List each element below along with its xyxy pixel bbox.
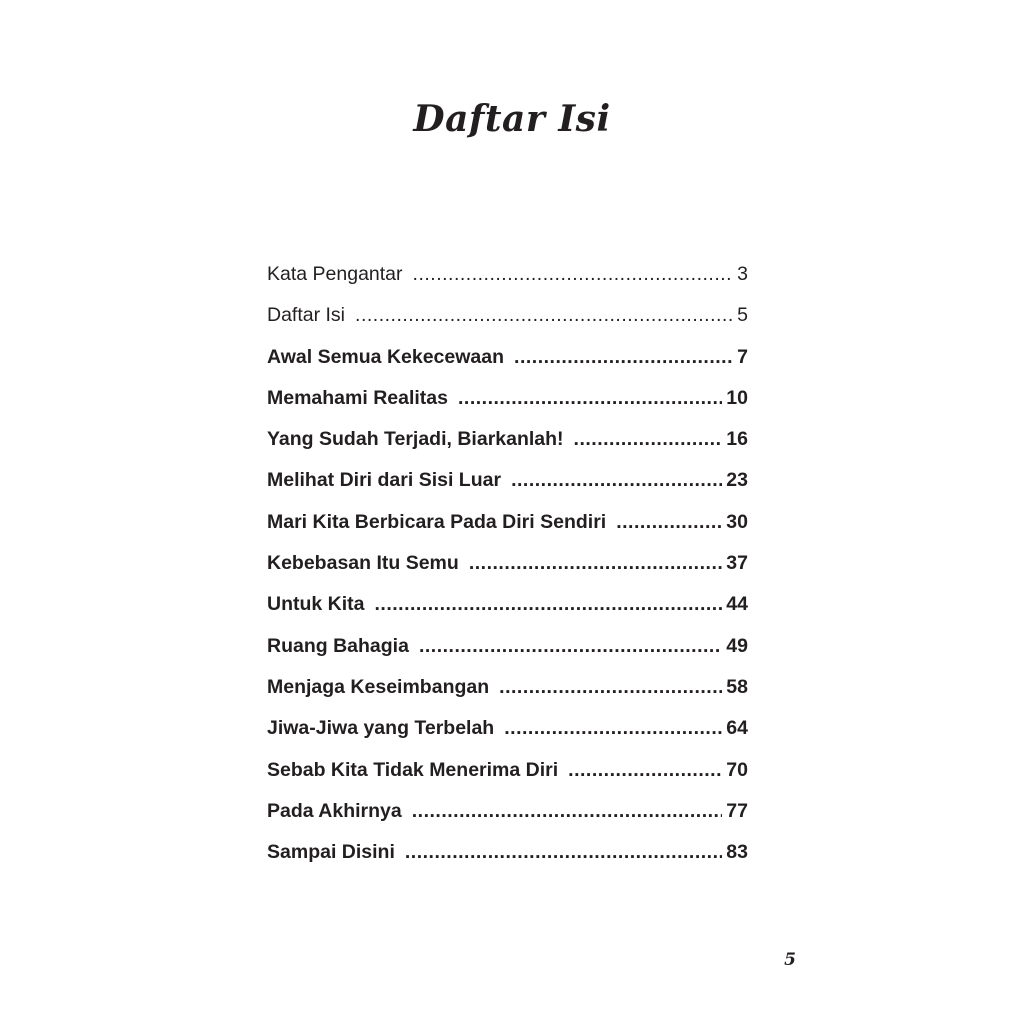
- toc-entry-title: Sampai Disini: [267, 841, 395, 864]
- toc-dot-leader: [511, 469, 722, 492]
- toc-entry-title: Awal Semua Kekecewaan: [267, 345, 505, 368]
- toc-dot-leader: [413, 263, 734, 286]
- toc-dot-leader: [375, 593, 723, 616]
- toc-entry-title: Jiwa-Jiwa yang Terbelah: [267, 717, 495, 740]
- toc-entry[interactable]: [267, 304, 748, 345]
- toc-dot-leader: [616, 511, 722, 534]
- toc-entry-page: 3: [737, 263, 748, 285]
- toc-dot-leader: [568, 759, 722, 782]
- toc-entry-page: 64: [726, 717, 748, 740]
- toc-entry-page: 83: [726, 841, 748, 864]
- toc-entry[interactable]: [267, 387, 748, 428]
- toc-entry-page: 10: [726, 386, 748, 409]
- toc-entry-title: Pada Akhirnya: [267, 799, 402, 822]
- page-title: Daftar Isi: [413, 98, 611, 140]
- toc-entry-page: 58: [726, 675, 748, 698]
- toc-entry-title: Memahami Realitas: [267, 386, 448, 409]
- toc-entry-page: 7: [737, 345, 748, 368]
- toc-dot-leader: [514, 346, 733, 369]
- toc-entry-title: Kata Pengantar: [267, 263, 403, 285]
- toc-entry-title: Daftar Isi: [267, 304, 346, 327]
- toc-dot-leader: [504, 717, 722, 740]
- toc-entry-title: Yang Sudah Terjadi, Biarkanlah!: [267, 428, 564, 451]
- toc-entry-page: 77: [726, 799, 748, 822]
- toc-entry[interactable]: [267, 759, 748, 800]
- page-number: 5: [784, 950, 796, 970]
- toc-dot-leader: [355, 304, 733, 327]
- toc-entry[interactable]: [267, 841, 748, 882]
- toc-entry-title: Melihat Diri dari Sisi Luar: [267, 469, 502, 492]
- toc-entry-title: Kebebasan Itu Semu: [267, 552, 459, 575]
- toc-entry[interactable]: [267, 800, 748, 841]
- toc-entry[interactable]: [267, 428, 748, 469]
- toc-entry[interactable]: [267, 635, 748, 676]
- toc-entry-page: 49: [726, 634, 748, 657]
- toc-entry[interactable]: [267, 717, 748, 758]
- toc-entry-title: Menjaga Keseimbangan: [267, 675, 490, 698]
- toc-entry-page: 44: [726, 593, 748, 616]
- toc-entry-title: Untuk Kita: [267, 593, 365, 616]
- toc-entry-page: 23: [726, 469, 748, 492]
- toc-dot-leader: [405, 841, 722, 864]
- toc-entry-page: 37: [726, 552, 748, 575]
- toc-entry-title: Sebab Kita Tidak Menerima Diri: [267, 758, 559, 781]
- toc-dot-leader: [458, 387, 722, 410]
- toc-dot-leader: [419, 635, 722, 658]
- toc-dot-leader: [574, 428, 723, 451]
- toc-entry[interactable]: [267, 469, 748, 510]
- toc-entry-title: Ruang Bahagia: [267, 634, 409, 657]
- toc-dot-leader: [412, 800, 723, 823]
- toc-entry-page: 30: [726, 510, 748, 533]
- toc-entry[interactable]: [267, 593, 748, 634]
- toc-entry[interactable]: [267, 511, 748, 552]
- toc-entry-page: 16: [726, 428, 748, 451]
- toc-dot-leader: [499, 676, 722, 699]
- toc-entry-title: Mari Kita Berbicara Pada Diri Sendiri: [267, 510, 607, 533]
- toc-entry[interactable]: [267, 263, 748, 304]
- toc-entry[interactable]: [267, 676, 748, 717]
- toc-entry-page: 5: [737, 304, 748, 327]
- toc-dot-leader: [469, 552, 722, 575]
- table-of-contents: [267, 263, 748, 882]
- toc-entry-page: 70: [726, 758, 748, 781]
- toc-entry[interactable]: [267, 346, 748, 387]
- toc-entry[interactable]: [267, 552, 748, 593]
